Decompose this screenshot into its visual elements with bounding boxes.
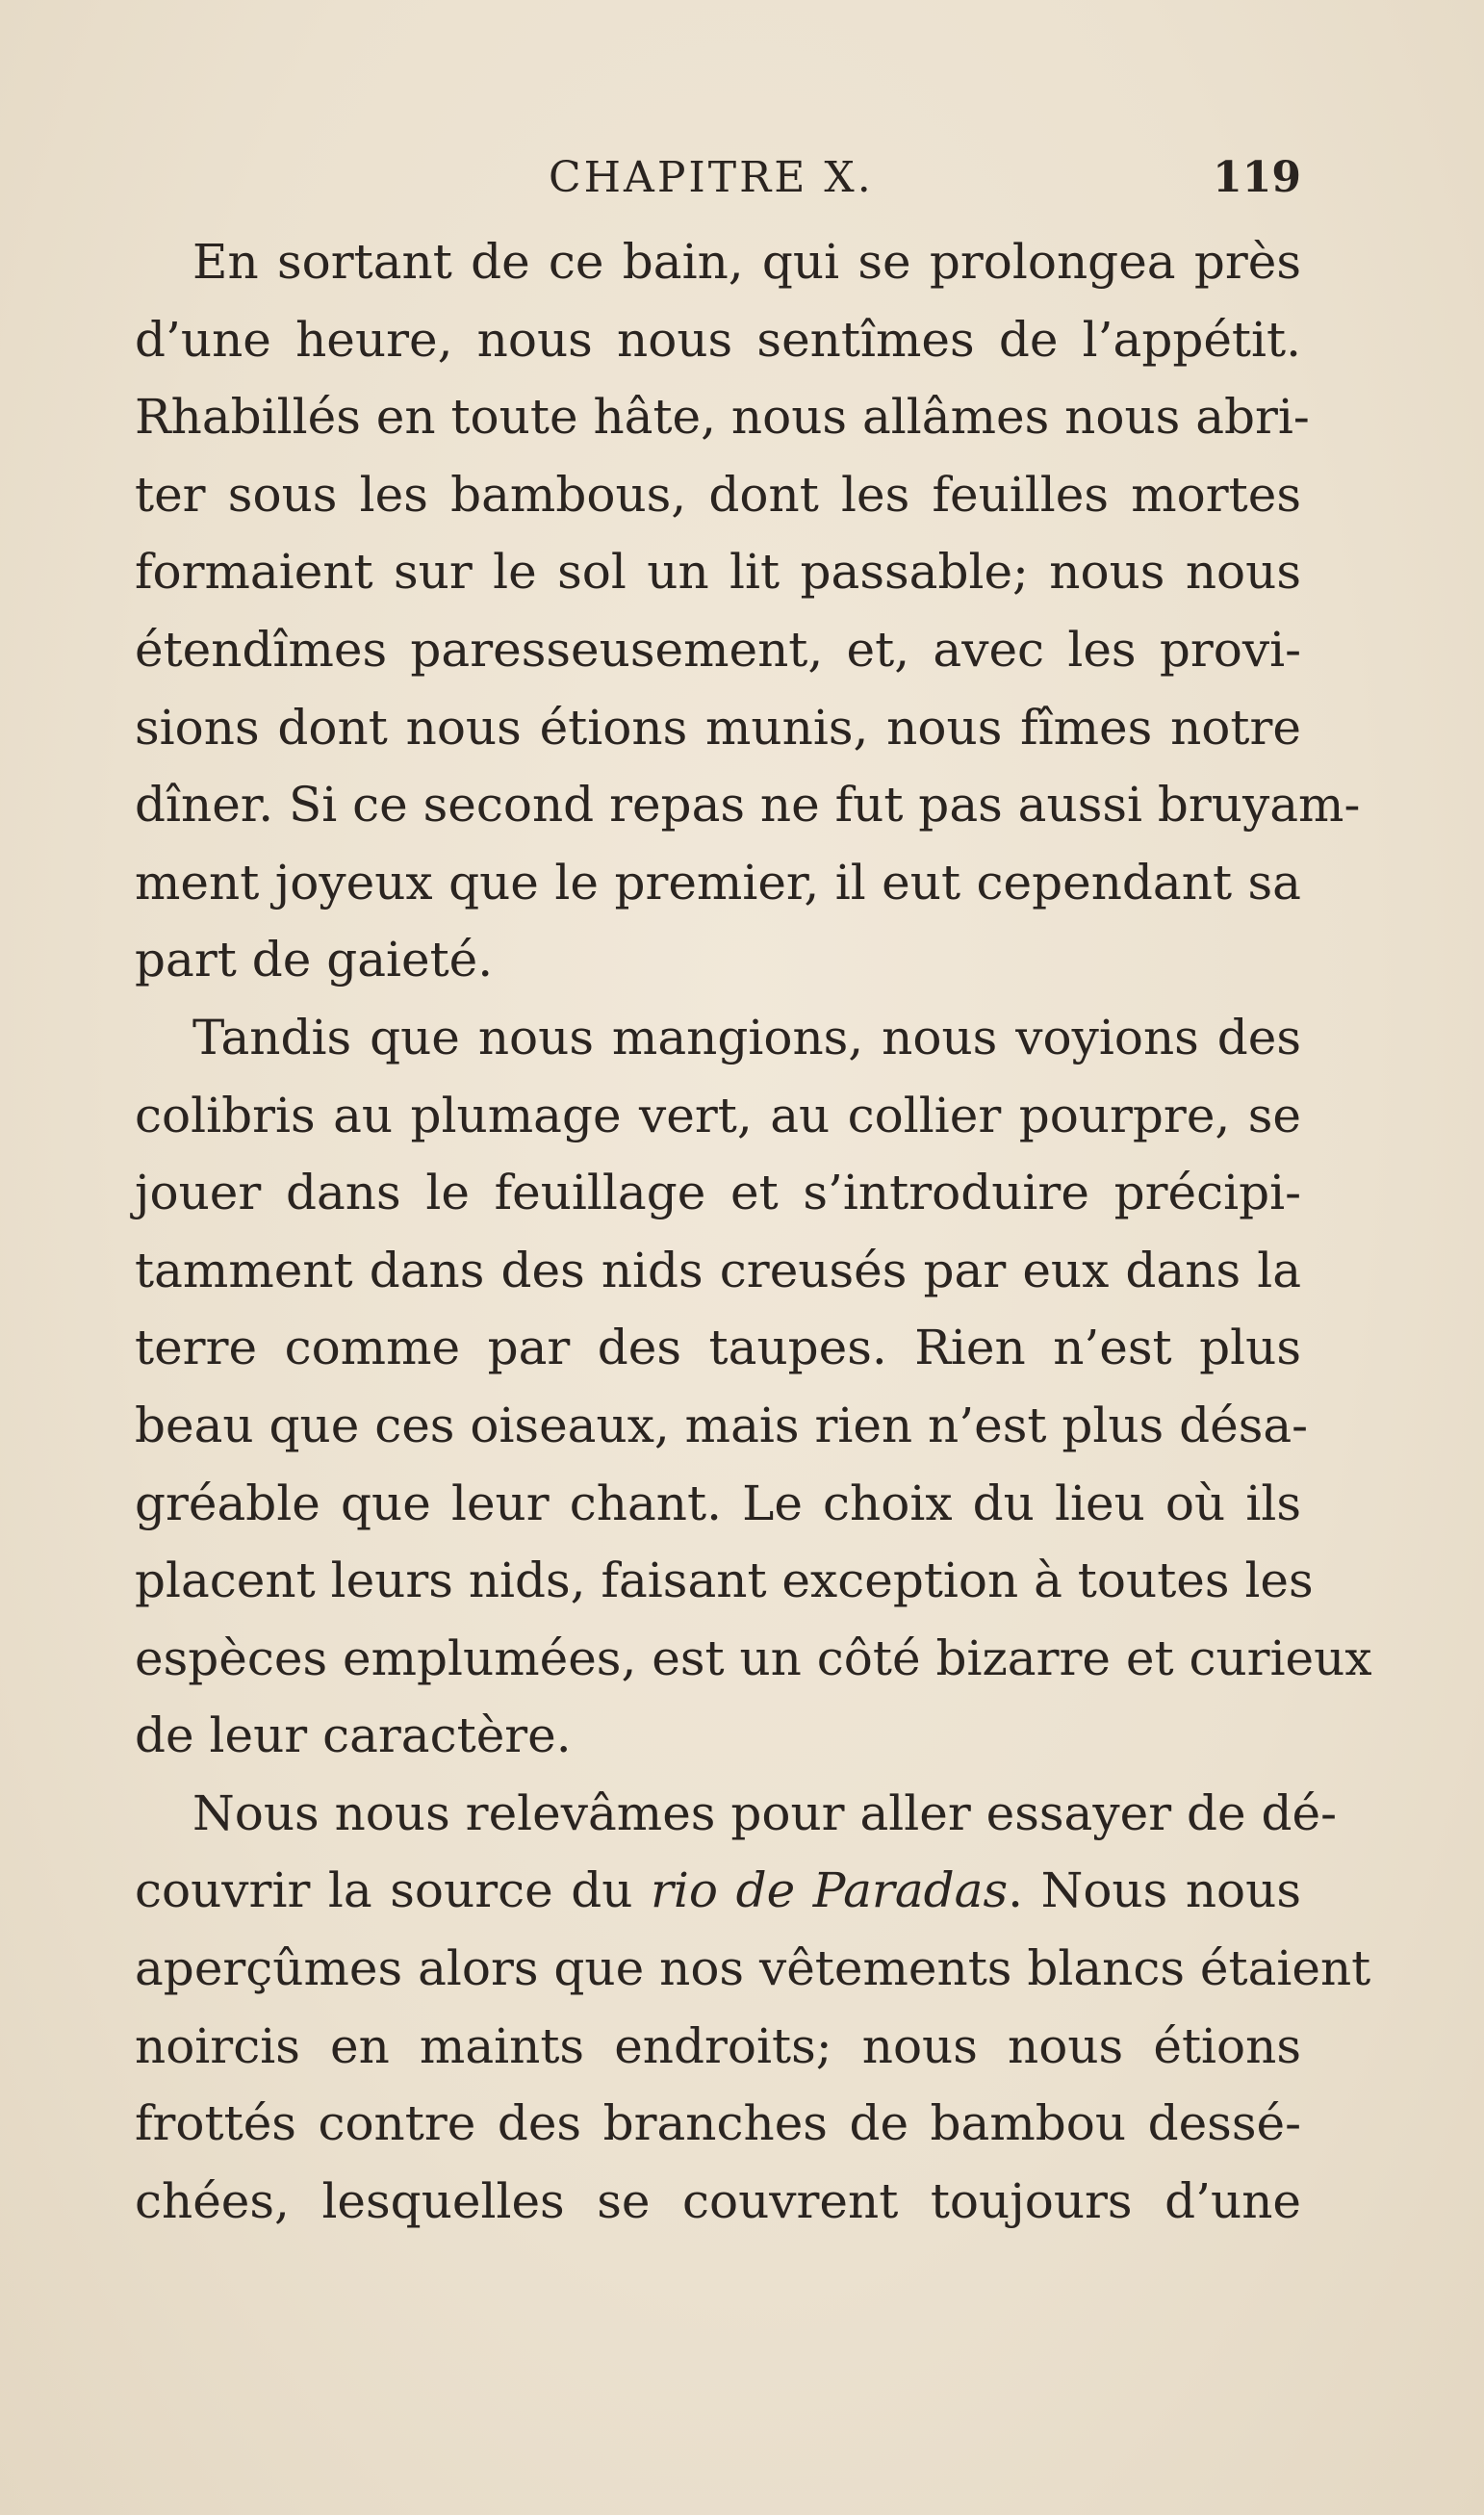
text-line: beau que ces oiseaux, mais rien n’est plus désa- bbox=[135, 1397, 1309, 1453]
text-line: étendîmes paresseusement, et, avec les provi- bbox=[135, 621, 1301, 678]
body-text bbox=[135, 223, 1372, 2240]
text-line: noircis en maints endroits; nous nous étions bbox=[135, 2017, 1301, 2074]
text-line: Nous nous relevâmes pour aller essayer de dé- bbox=[192, 1784, 1337, 1841]
paragraph-3 bbox=[135, 1775, 1371, 2241]
text-line: chées, lesquelles se couvrent toujours d’une bbox=[135, 2172, 1301, 2229]
text-run: . Nous nous bbox=[1008, 1862, 1302, 1919]
text-line: de leur caractère. bbox=[135, 1707, 572, 1764]
text-line: terre comme par des taupes. Rien n’est plus bbox=[135, 1320, 1301, 1376]
text-line: gréable que leur chant. Le choix du lieu où ils bbox=[135, 1475, 1301, 1531]
running-head bbox=[135, 144, 1301, 212]
text-line: espèces emplumées, est un côté bizarre et curieux bbox=[135, 1630, 1372, 1686]
text-line: colibris au plumage vert, au collier pourpre, se bbox=[135, 1087, 1301, 1143]
text-line: ter sous les bambous, dont les feuilles mortes bbox=[135, 466, 1301, 523]
text-line: tamment dans des nids creusés par eux dans la bbox=[135, 1242, 1301, 1298]
page-number: 119 bbox=[1213, 153, 1301, 202]
text-line: part de gaieté. bbox=[135, 932, 494, 988]
text-run: couvrir la source du bbox=[135, 1862, 652, 1919]
italic-place-name: rio de Paradas bbox=[651, 1862, 1009, 1919]
text-line: frottés contre des branches de bambou dessé- bbox=[135, 2095, 1301, 2152]
text-line: Tandis que nous mangions, nous voyions des bbox=[192, 1009, 1301, 1065]
text-line: d’une heure, nous nous sentîmes de l’appétit. bbox=[135, 311, 1301, 368]
text-line: En sortant de ce bain, qui se prolongea près bbox=[192, 234, 1301, 290]
text-line: formaient sur le sol un lit passable; nous nous bbox=[135, 544, 1301, 601]
paragraph-1 bbox=[135, 223, 1361, 999]
text-line: jouer dans le feuillage et s’introduire précipi- bbox=[135, 1165, 1301, 1221]
text-line: Rhabillés en toute hâte, nous allâmes nous abri- bbox=[135, 389, 1310, 446]
text-line bbox=[135, 1852, 1301, 1930]
text-line: sions dont nous étions munis, nous fîmes notre bbox=[135, 699, 1301, 756]
chapter-title: CHAPITRE X. bbox=[549, 153, 874, 202]
text-line: placent leurs nids, faisant exception à toutes les bbox=[135, 1553, 1314, 1609]
paragraph-2 bbox=[135, 999, 1372, 1775]
text-line: aperçûmes alors que nos vêtements blancs étaient bbox=[135, 1940, 1371, 1997]
text-line: ment joyeux que le premier, il eut cependant sa bbox=[135, 854, 1301, 911]
text-line: dîner. Si ce second repas ne fut pas aussi bruyam- bbox=[135, 777, 1361, 834]
